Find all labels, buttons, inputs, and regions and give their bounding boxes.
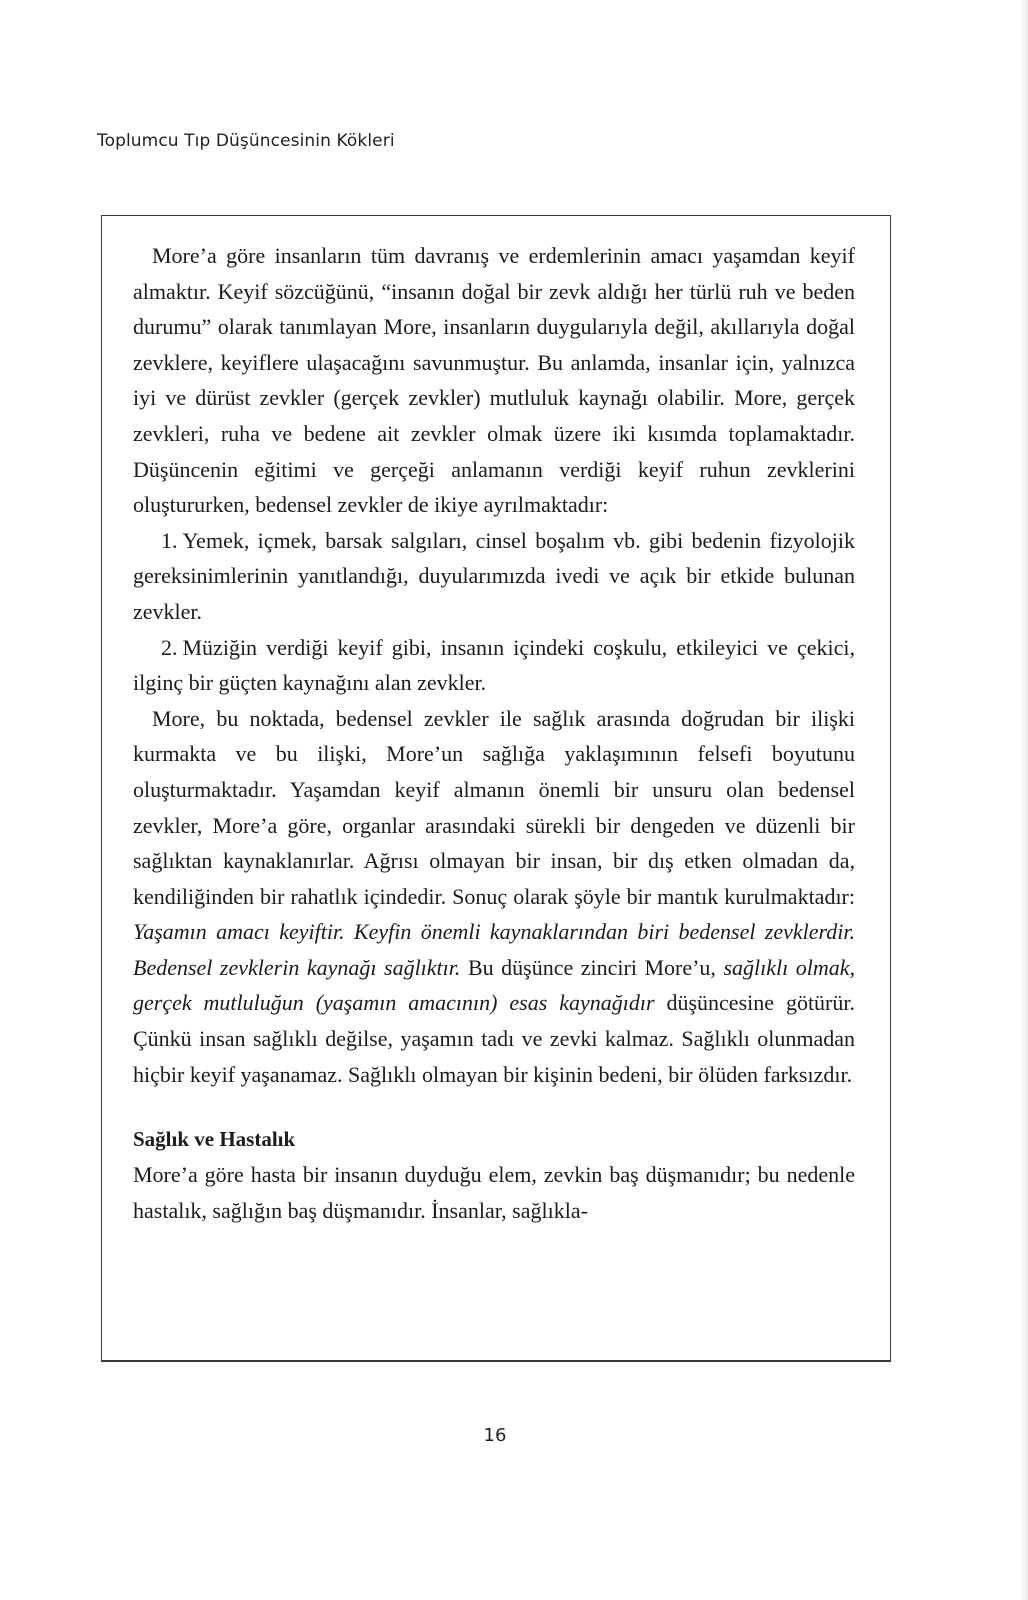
list-item-text: Yemek, içmek, barsak salgıları, cinsel boşalım vb. gibi bedenin fizyolojik gereksinimlerinin yanıtlandığı, duyularımızda ivedi ve açık bir etkide bulunan zevkler.: [133, 527, 855, 624]
paragraph-2: [133, 701, 855, 1093]
list-item-1: [133, 523, 855, 630]
list-item-number: 1.: [161, 527, 178, 553]
list-item-2: [133, 630, 855, 701]
paragraph-2-text-b: Bu düşünce zinciri More’u,: [467, 954, 716, 980]
section-heading: Sağlık ve Hastalık: [133, 1127, 296, 1152]
running-header: Toplumcu Tıp Düşüncesinin Kökleri: [97, 131, 395, 151]
list-item-number: 2.: [161, 634, 178, 660]
paragraph-1: More’a göre insanların tüm davranış ve erdemlerinin amacı yaşamdan keyif almaktır. Keyif sözcüğünü, “insanın doğal bir zevk aldığı her türlü ruh ve beden durumu” olarak tanımlayan More, insanların duygularıyla değil, akıllarıyla doğal zevklere, keyiflere ulaşacağını savunmuştur. Bu anlamda, insanlar için, yalnızca iyi ve dürüst zevkler (gerçek zevkler) mutluluk kaynağı olabilir. More, gerçek zevkleri, ruha ve bedene ait zevkler olmak üzere iki kısımda toplamaktadır. Düşüncenin eğitimi ve gerçeği anlamanın verdiği keyif ruhun zevklerini oluştururken, bedensel zevkler de ikiye ayrılmaktadır:: [133, 243, 855, 518]
page-number: 16: [483, 1425, 507, 1446]
paragraph-2-text-a: More, bu noktada, bedensel zevkler ile sağlık arasında doğrudan bir ilişki kurmakta ve bu ilişki, More’un sağlığa yaklaşımının felsefi boyutunu oluşturmaktadır. Yaşamdan keyif almanın önemli bir unsuru olan bedensel zevkler, More’a göre, organlar arasındaki sürekli bir dengeden ve düzenli bir sağlıktan kaynaklanırlar. Ağrısı olmayan bir insan, bir dış etken olmadan da, kendiliğinden bir rahatlık içindedir. Sonuç olarak şöyle bir mantık kurulmaktadır:: [133, 705, 855, 909]
body-text: [133, 238, 855, 1228]
paragraph-2-italic-a: Yaşamın amacı keyiftir. Keyfin önemli kaynaklarından biri bedensel zevklerdir. Bedensel zevklerin kaynağı sağlıktır.: [133, 919, 855, 980]
list-item-text: Müziğin verdiği keyif gibi, insanın içindeki coşkulu, etkileyici ve çekici, ilginç bir güçten kaynağını alan zevkler.: [133, 634, 855, 696]
paragraph-2-italic-b: sağlıklı olmak, gerçek mutluluğun (yaşamın amacının) esas kaynağıdır: [133, 954, 856, 1016]
paragraph-3: More’a göre hasta bir insanın duyduğu elem, zevkin baş düşmanıdır; bu nedenle hastalık, sağlığın baş düşmanıdır. İnsanlar, sağlıkla-: [133, 1162, 855, 1223]
page-edge-shadow: [1020, 0, 1028, 1600]
paragraph-2-text-c: düşüncesine götürür. Çünkü insan sağlıklı değilse, yaşamın tadı ve zevki kalmaz. Sağlıklı olunmadan hiçbir keyif yaşanamaz. Sağlıklı olmayan bir kişinin bedeni, bir ölüden farksızdır.: [133, 990, 855, 1087]
